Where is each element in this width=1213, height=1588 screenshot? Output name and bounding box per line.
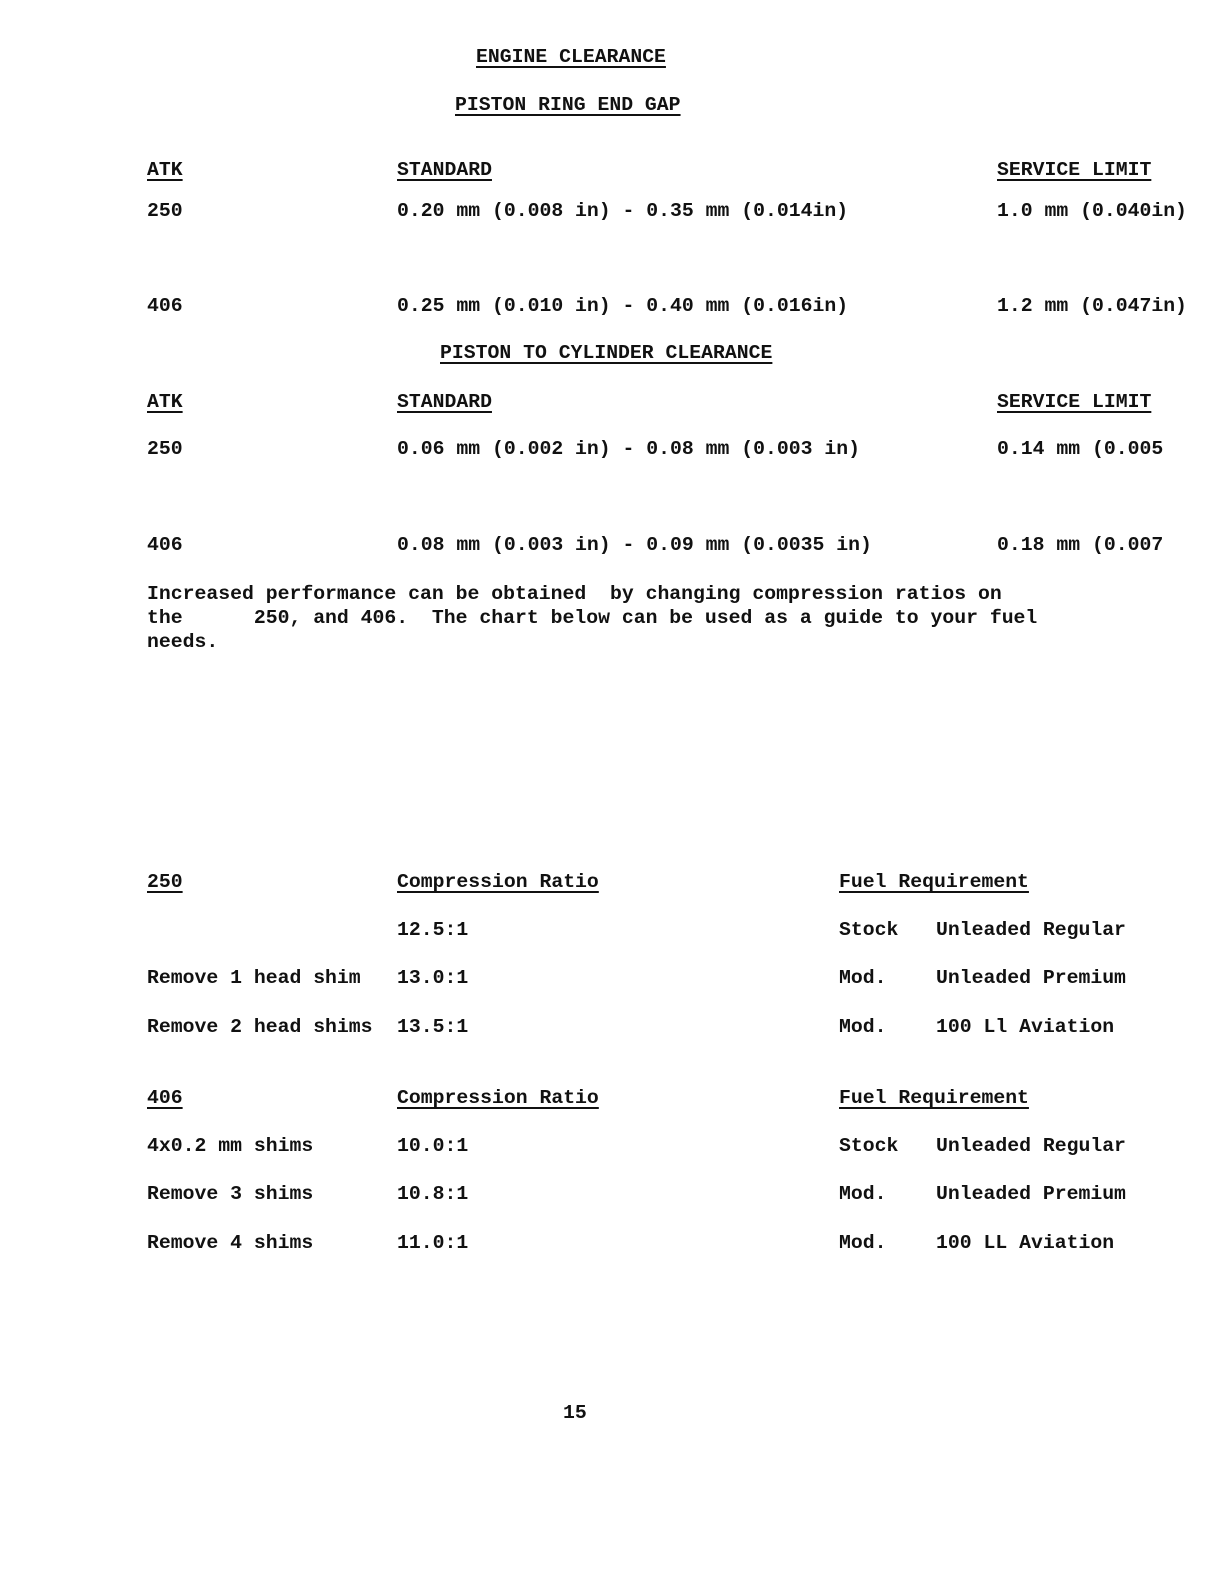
fuel-cell: Unleaded Premium xyxy=(936,1183,1126,1205)
ring-gap-row xyxy=(0,294,1213,318)
standard-cell: 0.20 mm (0.008 in) - 0.35 mm (0.014in) xyxy=(397,200,849,222)
table-model-label: 250 xyxy=(147,871,183,893)
setup-cell: 4x0.2 mm shims xyxy=(147,1135,314,1157)
column-header-compression-ratio: Compression Ratio xyxy=(397,1087,599,1109)
fuel-cell: Unleaded Regular xyxy=(936,1135,1126,1157)
table-model-label: 406 xyxy=(147,1087,183,1109)
model-cell: 406 xyxy=(147,534,183,556)
compression-table-header-250 xyxy=(0,870,1213,894)
standard-cell: 0.08 mm (0.003 in) - 0.09 mm (0.0035 in) xyxy=(397,534,872,556)
fuel-cell: 100 Ll Aviation xyxy=(936,1016,1115,1038)
ring-gap-column-headers xyxy=(0,158,1213,182)
column-header-service-limit: SERVICE LIMIT xyxy=(997,391,1152,413)
column-header-standard: STANDARD xyxy=(397,391,492,413)
setup-cell: Remove 4 shims xyxy=(147,1232,314,1254)
fuel-cell: Unleaded Regular xyxy=(936,919,1126,941)
column-header-fuel-requirement: Fuel Requirement xyxy=(839,1087,1029,1109)
grade-cell: Stock xyxy=(839,1135,899,1157)
column-header-standard: STANDARD xyxy=(397,159,492,181)
grade-cell: Mod. xyxy=(839,967,887,989)
standard-cell: 0.25 mm (0.010 in) - 0.40 mm (0.016in) xyxy=(397,295,849,317)
compression-row xyxy=(0,1015,1213,1039)
model-cell: 406 xyxy=(147,295,183,317)
fuel-cell: Unleaded Premium xyxy=(936,967,1126,989)
service-limit-cell: 0.18 mm (0.007 xyxy=(997,534,1164,556)
model-cell: 250 xyxy=(147,438,183,460)
ratio-cell: 12.5:1 xyxy=(397,919,469,941)
ratio-cell: 10.8:1 xyxy=(397,1183,469,1205)
service-limit-cell: 1.2 mm (0.047in) xyxy=(997,295,1187,317)
cylinder-clearance-row xyxy=(0,533,1213,557)
grade-cell: Stock xyxy=(839,919,899,941)
service-limit-cell: 0.14 mm (0.005 xyxy=(997,438,1164,460)
model-cell: 250 xyxy=(147,200,183,222)
column-header-fuel-requirement: Fuel Requirement xyxy=(839,871,1029,893)
service-limit-cell: 1.0 mm (0.040in) xyxy=(997,200,1187,222)
compression-row xyxy=(0,1231,1213,1255)
grade-cell: Mod. xyxy=(839,1183,887,1205)
paragraph-line: the 250, and 406. The chart below can be used as a guide to your fuel xyxy=(147,607,1038,629)
standard-cell: 0.06 mm (0.002 in) - 0.08 mm (0.003 in) xyxy=(397,438,860,460)
ratio-cell: 13.0:1 xyxy=(397,967,469,989)
compression-row xyxy=(0,1182,1213,1206)
setup-cell: Remove 3 shims xyxy=(147,1183,314,1205)
ring-gap-row xyxy=(0,199,1213,223)
column-header-service-limit: SERVICE LIMIT xyxy=(997,159,1152,181)
ratio-cell: 13.5:1 xyxy=(397,1016,469,1038)
section-heading-cylinder-clearance: PISTON TO CYLINDER CLEARANCE xyxy=(440,342,773,364)
grade-cell: Mod. xyxy=(839,1016,887,1038)
paragraph-line: needs. xyxy=(147,631,219,653)
cylinder-clearance-row xyxy=(0,437,1213,461)
grade-cell: Mod. xyxy=(839,1232,887,1254)
compression-table-header-406 xyxy=(0,1086,1213,1110)
column-header-atk: ATK xyxy=(147,159,183,181)
paragraph-line: Increased performance can be obtained by changing compression ratios on xyxy=(147,583,1002,605)
compression-row xyxy=(0,1134,1213,1158)
document-title: ENGINE CLEARANCE xyxy=(476,46,666,68)
body-paragraph xyxy=(147,582,1037,654)
setup-cell: Remove 2 head shims xyxy=(147,1016,373,1038)
ratio-cell: 11.0:1 xyxy=(397,1232,469,1254)
column-header-compression-ratio: Compression Ratio xyxy=(397,871,599,893)
section-heading-ring-gap: PISTON RING END GAP xyxy=(455,94,681,116)
page-number: 15 xyxy=(563,1402,587,1424)
cylinder-clearance-column-headers xyxy=(0,390,1213,414)
setup-cell: Remove 1 head shim xyxy=(147,967,361,989)
ratio-cell: 10.0:1 xyxy=(397,1135,469,1157)
compression-row xyxy=(0,918,1213,942)
column-header-atk: ATK xyxy=(147,391,183,413)
fuel-cell: 100 LL Aviation xyxy=(936,1232,1115,1254)
compression-row xyxy=(0,966,1213,990)
